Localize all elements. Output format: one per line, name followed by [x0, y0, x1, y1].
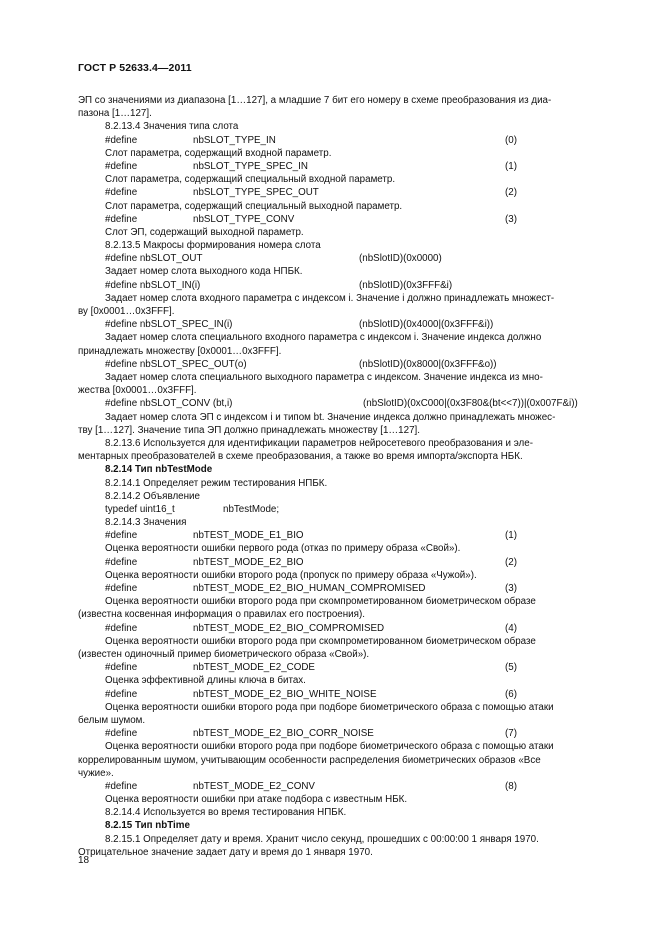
text-line: принадлежать множеству [0x0001…0x3FFF]. [78, 345, 282, 357]
typedef-line [78, 503, 613, 516]
define-name: nbTEST_MODE_E2_CONV [193, 780, 315, 792]
text-line: 8.2.15.1 Определяет дату и время. Хранит число секунд, прошедших с 00:00:00 1 января 1970. [105, 833, 539, 845]
define-name: nbTEST_MODE_E1_BIO [193, 530, 304, 542]
macro-value: (nbSlotID)(0x8000|(0x3FFF&o)) [359, 358, 497, 370]
document-body [78, 94, 613, 859]
macro-name: #define nbSLOT_OUT [105, 253, 203, 265]
text-line: Задает номер слота специального входного параметра с индексом i. Значение индекса должно [105, 332, 542, 344]
define-line [78, 780, 613, 793]
text-line: Оценка вероятности ошибки второго рода (пропуск по примеру образа «Чужой»). [105, 569, 477, 581]
section-heading: 8.2.14 Тип nbTestMode [105, 464, 213, 476]
section-heading: 8.2.15 Тип nbTime [105, 820, 190, 832]
define-line [78, 529, 613, 542]
define-value: (8) [505, 780, 517, 792]
text-line: Оценка вероятности ошибки второго рода при подборе биометрического образа с помощью атаки [105, 741, 554, 753]
text-line: (известен одиночный пример биометрического образа «Свой»). [78, 649, 370, 660]
text-line: Задает номер слота специального выходного параметра с индексом. Значение индекса из мно- [105, 371, 543, 383]
macro-line [78, 252, 613, 265]
define-name: nbSLOT_TYPE_SPEC_IN [193, 160, 308, 172]
define-name: nbTEST_MODE_E2_BIO_WHITE_NOISE [193, 688, 377, 700]
define-line [78, 186, 613, 199]
macro-line [78, 318, 613, 331]
macro-value: (nbSlotID)(0x3FFF&i) [359, 279, 453, 291]
text-line: Отрицательное значение задает дату и время до 1 января 1970. [78, 846, 373, 858]
define-name: nbTEST_MODE_E2_BIO_CORR_NOISE [193, 728, 374, 740]
define-name: nbTEST_MODE_E2_CODE [193, 662, 315, 674]
page-number: 18 [78, 855, 90, 866]
define-value: (1) [505, 160, 517, 172]
define-keyword: #define [105, 622, 138, 634]
define-value: (7) [505, 728, 517, 740]
macro-line [78, 279, 613, 292]
text-line: коррелированным шумом, учитывающим особенности распределения биометрических образов «Все [78, 754, 541, 766]
macro-name: #define nbSLOT_SPEC_IN(i) [105, 319, 233, 331]
macro-name: #define nbSLOT_CONV (bt,i) [105, 398, 233, 410]
define-value: (2) [505, 556, 517, 568]
section-heading: 8.2.13.5 Макросы формирования номера слота [105, 240, 321, 252]
text-line: Задает номер слота выходного кода НПБК. [105, 266, 303, 278]
macro-line [78, 358, 613, 371]
define-keyword: #define [105, 134, 138, 146]
define-value: (1) [505, 530, 517, 542]
define-keyword: #define [105, 160, 138, 172]
macro-name: #define nbSLOT_SPEC_OUT(o) [105, 358, 247, 370]
text-line: Слот параметра, содержащий входной параметр. [105, 147, 332, 159]
section-heading: 8.2.14.2 Объявление [105, 490, 200, 502]
define-line [78, 727, 613, 740]
define-name: nbSLOT_TYPE_SPEC_OUT [193, 187, 319, 199]
text-line: ментарных преобразователей в схеме преобразования, а также во время импорта/экспорта НБК. [78, 451, 523, 463]
text-line: чужие». [78, 767, 114, 779]
define-name: nbTEST_MODE_E2_BIO_HUMAN_COMPROMISED [193, 583, 426, 595]
text-line: Слот параметра, содержащий специальный выходной параметр. [105, 200, 403, 212]
text-line: Оценка вероятности ошибки при атаке подбора с известным НБК. [105, 794, 408, 806]
section-heading: 8.2.13.4 Значения типа слота [105, 121, 239, 133]
text-line: Задает номер слота входного параметра с индексом i. Значение i должно принадлежать множест- [105, 292, 555, 304]
define-name: nbTEST_MODE_E2_BIO [193, 556, 304, 568]
define-keyword: #define [105, 556, 138, 568]
text-line: ЭП со значениями из диапазона [1…127], а младшие 7 бит его номеру в схеме преобразования из диа- [78, 95, 552, 106]
define-value: (0) [505, 134, 517, 146]
define-line [78, 160, 613, 173]
text-line: пазона [1…127]. [78, 108, 152, 120]
define-name: nbTEST_MODE_E2_BIO_COMPROMISED [193, 622, 385, 634]
text-line: (известна косвенная информация о правилах его построения). [78, 609, 365, 621]
define-line [78, 661, 613, 674]
macro-line [78, 397, 613, 410]
define-keyword: #define [105, 688, 138, 700]
text-line: жества [0x0001…0x3FFF]. [78, 385, 197, 397]
text-line: Оценка вероятности ошибки второго рода при скомпрометированном биометрическом образе [105, 635, 536, 647]
typedef-name: nbTestMode; [223, 503, 280, 515]
define-line [78, 213, 613, 226]
macro-value: (nbSlotID)(0x4000|(0x3FFF&i)) [359, 319, 494, 331]
text-line: Оценка вероятности ошибки второго рода при подборе биометрического образа с помощью атаки [105, 701, 554, 713]
macro-value: (nbSlotID)(0xC000|(0x3F80&(bt<<7))|(0x007F&i)) [363, 398, 578, 410]
typedef-keyword: typedef uint16_t [105, 503, 175, 515]
text-line: 8.2.14.4 Используется во время тестирования НПБК. [105, 807, 347, 819]
define-keyword: #define [105, 530, 138, 542]
define-keyword: #define [105, 187, 138, 199]
section-heading: 8.2.14.3 Значения [105, 517, 187, 529]
define-value: (4) [505, 622, 517, 634]
text-line: Задает номер слота ЭП с индексом i и типом bt. Значение индекса должно принадлежать множес- [105, 411, 556, 423]
define-value: (3) [505, 213, 517, 225]
text-line: Оценка вероятности ошибки первого рода (отказ по примеру образа «Свой»). [105, 543, 461, 555]
define-line [78, 582, 613, 595]
text-line: тву [1…127]. Значение типа ЭП должно принадлежать множеству [1…127]. [78, 424, 420, 436]
text-line: Слот ЭП, содержащий выходной параметр. [105, 226, 304, 238]
define-line [78, 622, 613, 635]
macro-value: (nbSlotID)(0x0000) [359, 253, 442, 265]
define-line [78, 134, 613, 147]
define-keyword: #define [105, 780, 138, 792]
text-line: белым шумом. [78, 714, 146, 726]
define-value: (3) [505, 583, 517, 595]
text-line: 8.2.14.1 Определяет режим тестирования НПБК. [105, 477, 328, 489]
text-line: 8.2.13.6 Используется для идентификации параметров нейросетевого преобразования и эле- [105, 437, 533, 449]
define-line [78, 556, 613, 569]
text-line: Оценка эффективной длины ключа в битах. [105, 675, 306, 687]
define-value: (5) [505, 662, 517, 674]
macro-name: #define nbSLOT_IN(i) [105, 279, 201, 291]
text-line: Слот параметра, содержащий специальный входной параметр. [105, 174, 396, 186]
define-keyword: #define [105, 583, 138, 595]
define-keyword: #define [105, 662, 138, 674]
text-line: ву [0x0001…0x3FFF]. [78, 306, 175, 318]
text-line: Оценка вероятности ошибки второго рода при скомпрометированном биометрическом образе [105, 596, 536, 608]
define-line [78, 688, 613, 701]
define-value: (6) [505, 688, 517, 700]
define-keyword: #define [105, 213, 138, 225]
define-name: nbSLOT_TYPE_IN [193, 134, 276, 146]
define-name: nbSLOT_TYPE_CONV [193, 213, 295, 225]
define-keyword: #define [105, 728, 138, 740]
document-header: ГОСТ Р 52633.4—2011 [78, 62, 192, 74]
define-value: (2) [505, 187, 517, 199]
